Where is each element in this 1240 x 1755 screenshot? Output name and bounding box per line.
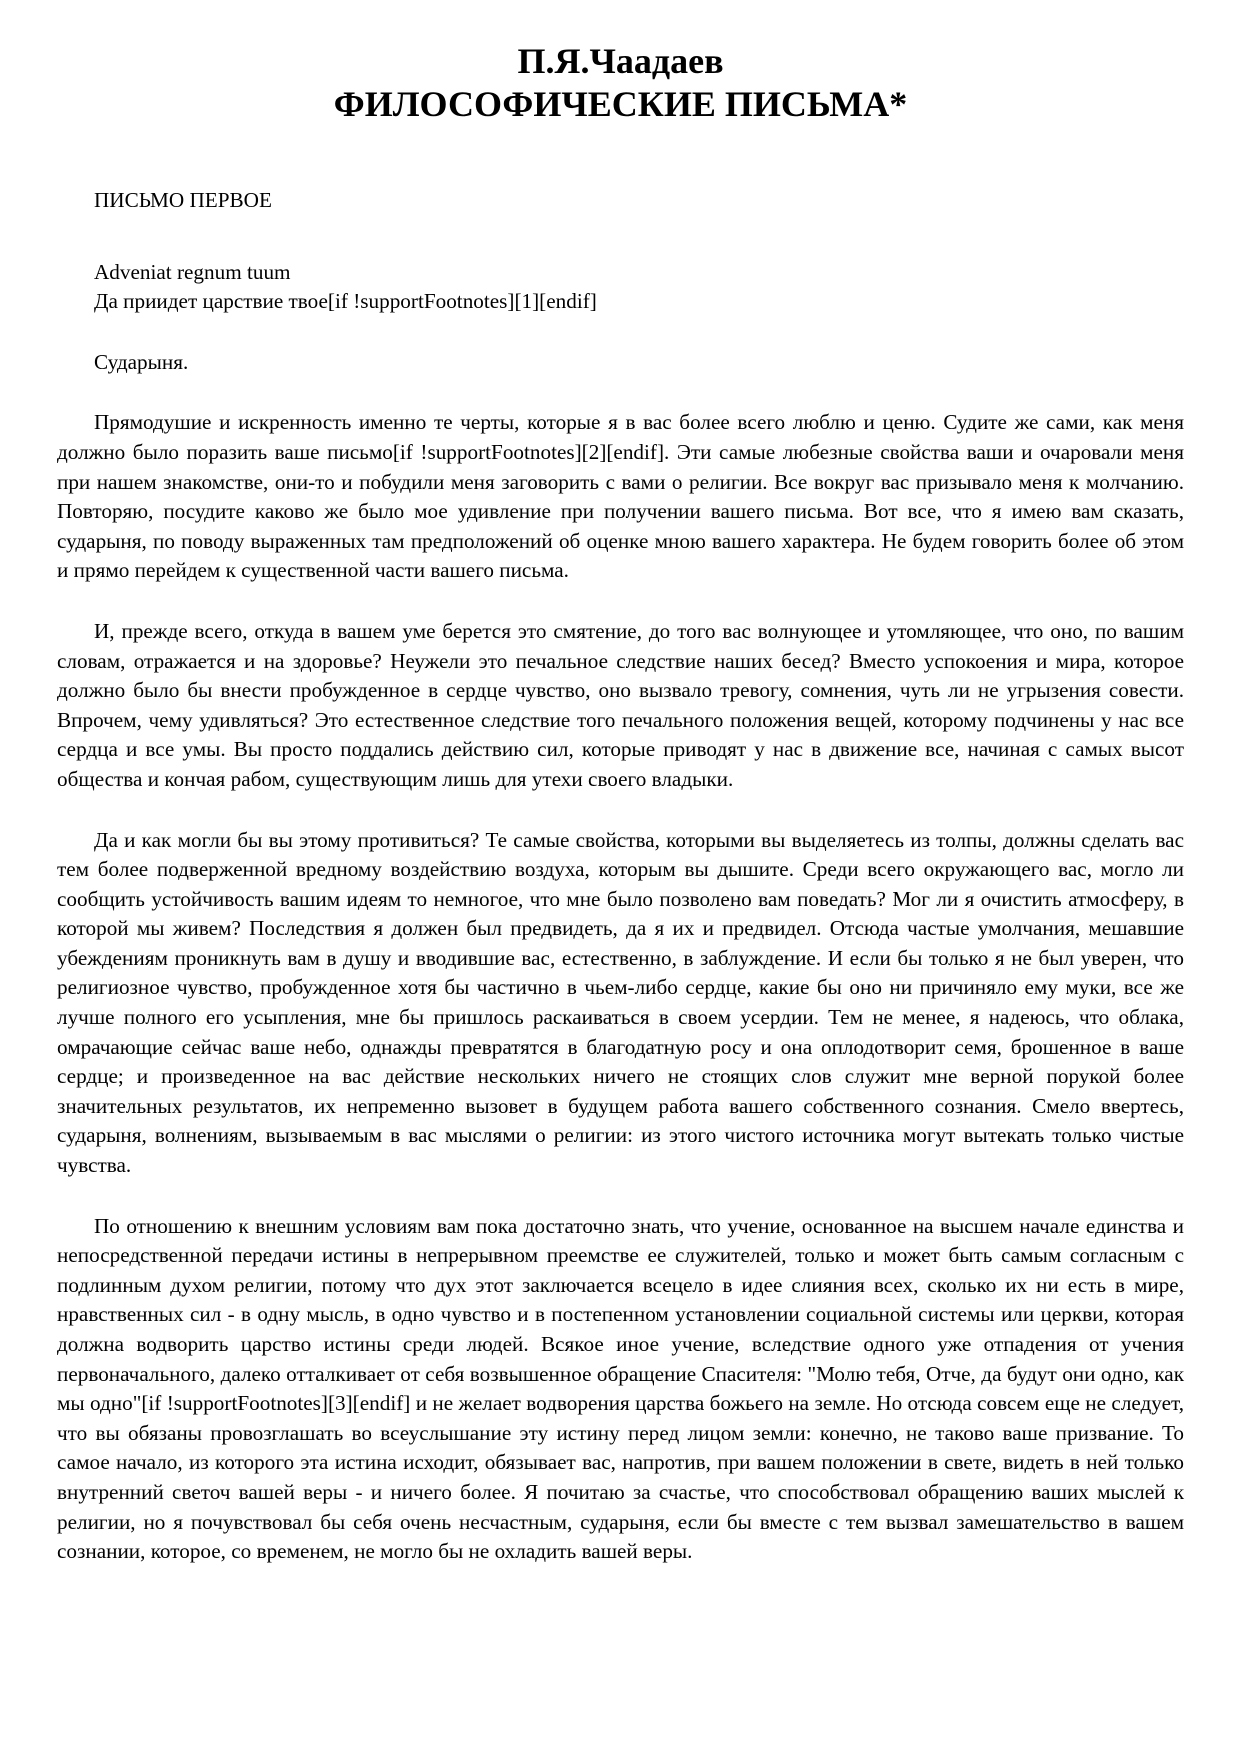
paragraph-2: И, прежде всего, откуда в вашем уме берется это смятение, до того вас волнующее и утомляющее, что оно, по вашим словам, отражается и на здоровье? Неужели это печальное следствие наших бесед? Вместо успокоения и мира, которое должно было бы внести пробужденное в сердце чувство, оно вызвало тревогу, сомнения, чуть ли не угрызения совести. Впрочем, чему удивляться? Это естественное следствие того печального положения вещей, которому подчинены у нас все сердца и все умы. Вы просто поддались действию сил, которые приводят у нас в движение все, начиная с самых высот общества и кончая рабом, существующим лишь для утехи своего владыки.	[57, 618, 1184, 791]
epigraph	[94, 258, 1184, 317]
paragraph-4: По отношению к внешним условиям вам пока достаточно знать, что учение, основанное на высшем начале единства и непосредственной передачи истины в непрерывном преемстве ее служителей, только и может быть самым согласным с подлинным духом религии, потому что дух этот заключается всецело в идее слияния всех, сколько их ни есть в мире, нравственных сил - в одну мысль, в одно чувство и в постепенном установлении социальной системы или церкви, которая должна водворить царство истины среди людей. Всякое иное учение, вследствие одного уже отпадения от учения первоначального, далеко отталкивает от себя возвышенное обращение Спасителя: "Молю тебя, Отче, да будут они одно, как мы одно"[if !supportFootnotes][3][endif] и не желает водворения царства божьего на земле. Но отсюда совсем еще не следует, что вы обязаны провозглашать во всеуслышание эту истину перед лицом земли: конечно, не таково ваше призвание. То самое начало, из которого эта истина исходит, обязывает вас, напротив, при вашем положении в свете, видеть в ней только внутренний светоч вашей веры - и ничего более. Я почитаю за счастье, что способствовал обращению ваших мыслей к религии, но я почувствовал бы себя очень несчастным, сударыня, если бы вместе с тем вызвал замешательство в вашем сознании, которое, со временем, не могло бы не охладить вашей веры.	[57, 1213, 1184, 1564]
paragraph-1: Прямодушие и искренность именно те черты, которые я в вас более всего люблю и ценю. Судите же сами, как меня должно было поразить ваше письмо[if !supportFootnotes][2][endif]. Эти самые любезные свойства ваши и очаровали меня при нашем знакомстве, они-то и побудили меня заговорить с вами о религии. Все вокруг вас призывало меня к молчанию. Повторяю, посудите каково же было мое удивление при получении вашего письма. Вот все, что я имею вам сказать, сударыня, по поводу выраженных там предположений об оценке мною вашего характера. Не будем говорить более об этом и прямо перейдем к существенной части вашего письма.	[57, 410, 1184, 583]
document-body	[57, 186, 1184, 1567]
letter-heading: ПИСЬМО ПЕРВОЕ	[94, 188, 272, 212]
paragraph-3: Да и как могли бы вы этому противиться? Те самые свойства, которыми вы выделяетесь из толпы, должны сделать вас тем более подверженной вредному воздействию воздуха, которым вы дышите. Среди всего окружающего вас, могло ли сообщить устойчивость вашим идеям то немногое, что мне было позволено вам поведать? Мог ли я очистить атмосферу, в которой мы живем? Последствия я должен был предвидеть, да я их и предвидел. Отсюда частые умолчания, мешавшие убеждениям проникнуть вам в душу и вводившие вас, естественно, в заблуждение. И если бы только я не был уверен, что религиозное чувство, пробужденное хотя бы частично в чьем-либо сердце, какие бы оно ни причиняло ему муки, все же лучше полного его усыпления, мне бы пришлось раскаиваться в своем усердии. Тем не менее, я надеюсь, что облака, омрачающие сейчас ваше небо, однажды превратятся в благодатную росу и она оплодотворит семя, брошенное в ваше сердце; и произведенное на вас действие нескольких ничего не стоящих слов служит мне верной порукой более значительных результатов, их непременно вызовет в будущем работа вашего собственного сознания. Смело ввертесь, сударыня, волнениям, вызываемым в вас мыслями о религии: из этого чистого источника могут вытекать только чистые чувства.	[57, 827, 1184, 1178]
epigraph-latin: Adveniat regnum tuum	[94, 259, 291, 284]
work-title: ФИЛОСОФИЧЕСКИЕ ПИСЬМА*	[333, 84, 908, 124]
title-block	[57, 40, 1184, 126]
epigraph-russian: Да приидет царствие твое[if !supportFootnotes][1][endif]	[94, 289, 597, 314]
salutation: Сударыня.	[94, 349, 189, 374]
author-name: П.Я.Чаадаев	[517, 41, 724, 81]
